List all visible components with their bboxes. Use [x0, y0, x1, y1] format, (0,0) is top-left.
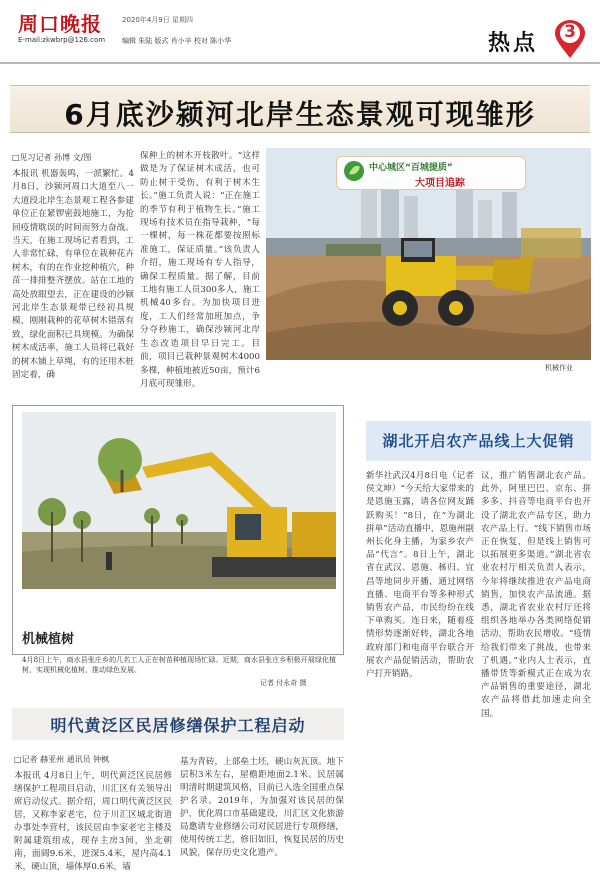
photo-story-title: 机械植树 — [22, 632, 75, 647]
lead-headline: 6月底沙颍河北岸生态景观可现雏形 — [64, 98, 536, 131]
story3-headline: 明代黄泛区民居修缮保护工程启动 — [50, 716, 306, 735]
page-number-badge — [553, 20, 587, 60]
contact-email: E-mail:zkwbrp@126.com — [18, 36, 106, 44]
tree-planting-photo — [22, 412, 336, 589]
lead-byline: □见习记者 孙博 文/图 — [12, 153, 92, 162]
lead-column-2: 保种上的树木开枝散叶。“这样做是为了保证树木成活，也可防止树干受伤，有利于树木生长。”施工负责人说：“正在施工的季节有利于植物生长。”施工现场有技术员在指导栽种，“每一棵树，每一株花都要按照标准施工，保证质量。”该负责人介绍，施工现场有专人指导，确保工程质量。据了解，目前工地有施工人员300多人，施工机械40多台。为加快项目进度，工人们经常加班加点，争分夺秒施工，确保沙颍河北岸生态改造项目早日完工。目前，项目已栽种景观树木4000多棵，种植地被近50亩，预计6月底可现雏形。 — [140, 151, 260, 389]
story2-column-1: 新华社武汉4月8日电（记者 侯文坤）“今天给大家带来的是恩施玉露，请各位网友踊跃购买！”8日，在“为湖北拼单”活动直播中，恩施州副州长化身主播，为家乡农产品“代言”。8日上午，湖北省在武汉、恩施、秭归、宜昌等地同步开播，通过网络直播、电商平台等多种形式销售农产品，市民纷纷在线下单购买。连日来，随着疫情形势逐渐好转，湖北各地政府部门和电商平台联合开展农产品促销活动，帮助农户打开销路。 — [366, 471, 474, 680]
story2-headline: 湖北开启农产品线上大促销 — [382, 432, 575, 450]
story3-column-2: 基为青砖，上部垒土坯，硬山灰瓦顶。地下层积3米左右，屋檐距地面2.1米。民居属明清时期建筑风格，目前已入选全国重点保护名录。2019年，为加强对该民居的保护，优化周口市基础建设，川汇区文化旅游局邀请专业修缮公司对民居进行专项修缮，使用传统工艺，修旧如旧，恢复民居的历史风貌，保存历史文化遗产。 — [180, 757, 344, 858]
page-number: 3 — [564, 22, 576, 42]
story2-column-2: 议，推广销售湖北农产品。此外，阿里巴巴、京东、拼多多、抖音等电商平台也开设了湖北农产品专区，助力农产品上行。“线下销售市场正在恢复，但是线上销售可以拓展更多渠道。”湖北省农业农村厅相关负责人表示，今年将继续推进农产品电商销售，加快农产品流通。据悉，湖北省农业农村厅还将组织各地举办各类网络促销活动，帮助农民增收。“疫情给我们带来了挑战，也带来了机遇。”业内人士表示，直播带货等新模式正在成为农产品销售的重要途径，湖北农产品将借此加速走向全国。 — [481, 471, 591, 719]
lead-photo-caption: 机械作业 — [545, 364, 573, 372]
newspaper-logo: 周口晚报 — [18, 12, 102, 36]
construction-photo — [266, 148, 591, 360]
photo-story-credit: 记者 付永奇 摄 — [260, 679, 307, 687]
masthead — [0, 0, 600, 62]
photo-story-caption: 4月8日上午，商水县张庄乡的几名工人正在树苗种植现场忙碌。近期，商水县张庄乡积极开展绿化植树，实现机械化植树，推动绿色发展。 — [22, 656, 336, 674]
project-banner — [336, 156, 526, 190]
editor-credits: 编辑 朱陆 版式 肖小辛 校对 陈小华 — [122, 37, 232, 45]
section-title: 热点 — [488, 30, 539, 56]
lead-column-1: 本报讯 机器轰鸣，一派繁忙。4月8日，沙颍河周口大道至八一大道段北岸生态景观工程各参建单位正在紧锣密鼓地施工，为抢回疫情耽误的时间而努力奋战。当天，在施工现场记者看到，工人非常忙碌，有单位在栽种花卉树木，有的在作业挖种植穴，种苗一排排整齐摆放。站在工地的高处放眼望去，正在建设的沙颍河北岸生态景观带已经初具规模，刚刚栽种的花草树木错落有致，绿化面积已具规模。为确保树木成活率，施工人员将已栽好的树木铺上草绳，有的还用木桩固定着，确 — [12, 169, 134, 381]
story3-column-1: 本报讯 4月8日上午，明代黄泛区民居修缮保护工程项目启动，川汇区有关领导出席启动仪式。据介绍，周口明代黄泛区民居，又称李家老宅，位于川汇区城北街道办事处李营村，该民居由李家老宅主楼及附属建筑组成，现存主房3间，坐北朝南，面阔9.6米，进深5.4米，屋内高4.1米，硬山顶，墙体厚0.6米，墙 — [14, 771, 172, 872]
leaf-icon — [343, 160, 365, 182]
masthead-divider — [0, 62, 600, 64]
issue-date: 2020年4月9日 星期四 — [122, 16, 193, 24]
banner-line-2: 大项目追踪 — [415, 178, 465, 189]
story3-byline: □记者 赫亚州 通讯员 钟枫 — [14, 755, 110, 764]
banner-line-1: 中心城区“百城提质” — [369, 163, 453, 173]
